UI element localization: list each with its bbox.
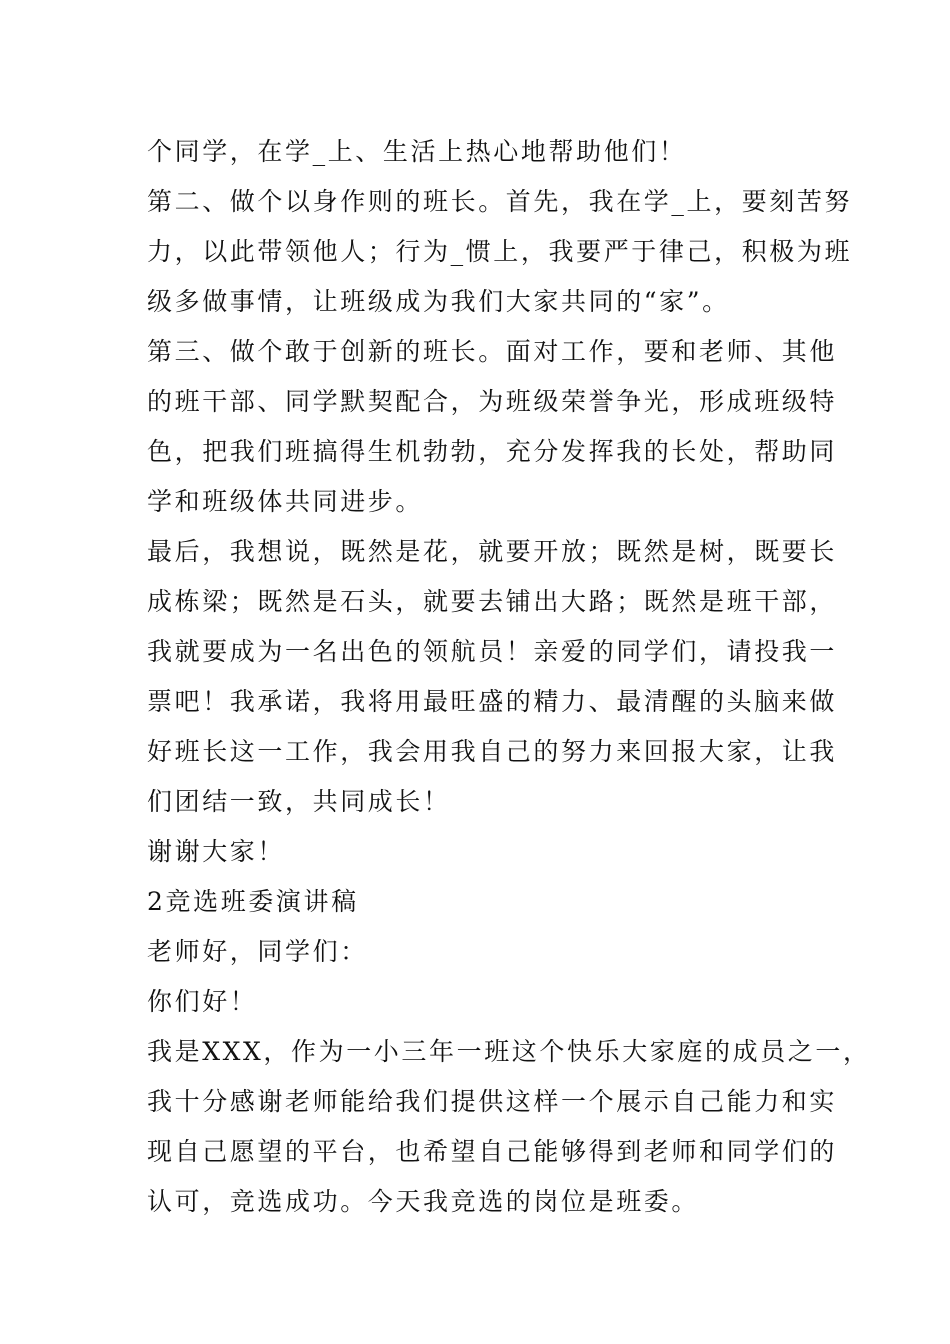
text-line: 现自己愿望的平台，也希望自己能够得到老师和同学们的 <box>147 1137 838 1166</box>
text-line: 个同学，在学_上、生活上热心地帮助他们！ <box>147 137 687 166</box>
text-line: 票吧！我承诺，我将用最旺盛的精力、最清醒的头脑来做 <box>147 687 838 716</box>
text-line: 我就要成为一名出色的领航员！亲爱的同学们，请投我一 <box>147 637 838 666</box>
document-body <box>147 127 871 1227</box>
text-line: 我十分感谢老师能给我们提供这样一个展示自己能力和实 <box>147 1087 838 1116</box>
text-line: 学和班级体共同进步。 <box>147 487 424 516</box>
text-line: 你们好！ <box>147 987 258 1016</box>
text-line: 的班干部、同学默契配合，为班级荣誉争光，形成班级特 <box>147 387 838 416</box>
text-line: 们团结一致，共同成长！ <box>147 787 451 816</box>
text-line: 认可，竞选成功。今天我竞选的岗位是班委。 <box>147 1187 700 1216</box>
text-line: 好班长这一工作，我会用我自己的努力来回报大家，让我 <box>147 737 838 766</box>
text-line: 力，以此带领他人；行为_惯上，我要严于律己，积极为班 <box>147 237 853 266</box>
text-line: 最后，我想说，既然是花，就要开放；既然是树，既要长 <box>147 537 838 566</box>
text-line: 老师好，同学们： <box>147 937 368 966</box>
text-line: 成栋梁；既然是石头，就要去铺出大路；既然是班干部， <box>147 587 838 616</box>
text-line: 级多做事情，让班级成为我们大家共同的“家”。 <box>147 287 730 316</box>
text-line: 第三、做个敢于创新的班长。面对工作，要和老师、其他 <box>147 337 838 366</box>
section-heading: 2竞选班委演讲稿 <box>147 887 359 916</box>
text-line: 谢谢大家！ <box>147 837 286 866</box>
text-line: 我是XXX，作为一小三年一班这个快乐大家庭的成员之一， <box>147 1037 871 1066</box>
text-line: 色，把我们班搞得生机勃勃，充分发挥我的长处，帮助同 <box>147 437 838 466</box>
text-line: 第二、做个以身作则的班长。首先，我在学_上，要刻苦努 <box>147 187 853 216</box>
